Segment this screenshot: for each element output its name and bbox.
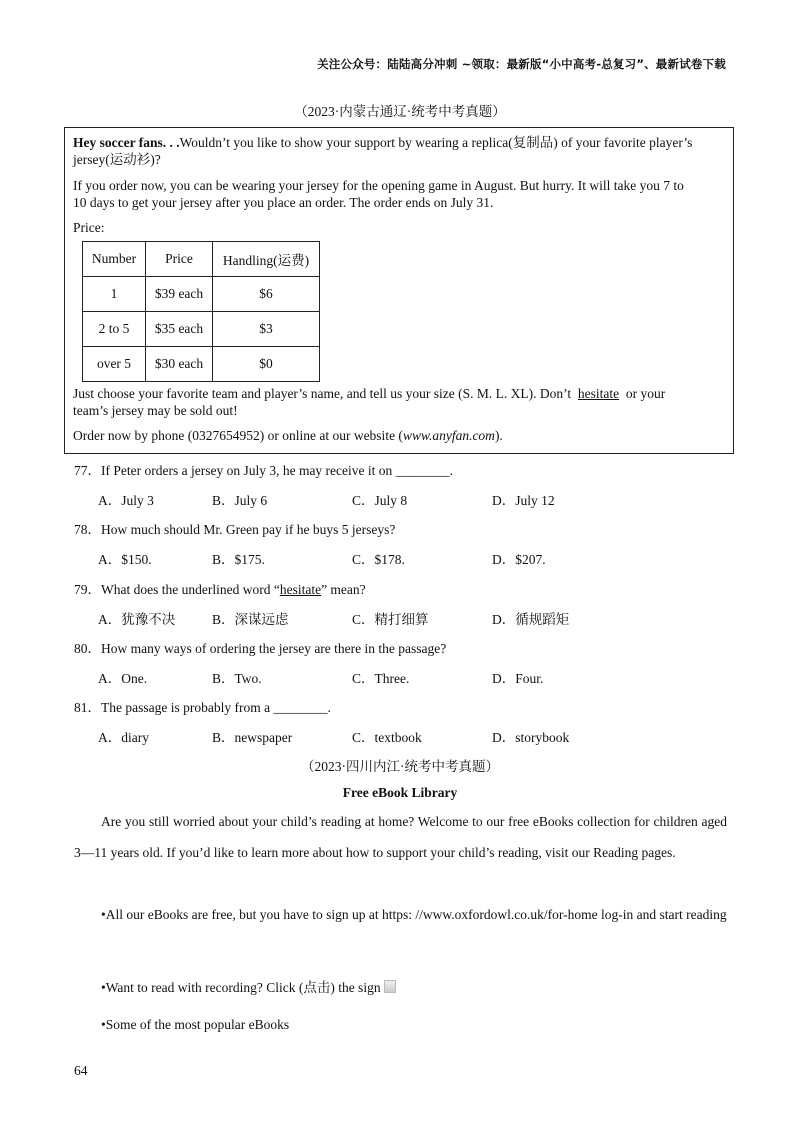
table-row [83,312,320,347]
ad-choose-line1 [73,385,725,402]
header-handling: Handling(运费) [213,242,320,277]
option-b[interactable]: B．$175. [212,552,265,567]
table-row [83,347,320,382]
ad-intro-bold: Hey soccer fans. . . [73,135,180,150]
table-cell: 2 to 5 [83,312,146,347]
option-b[interactable]: B．newspaper [212,730,293,745]
option-c[interactable]: C．Three. [352,671,410,686]
option-a[interactable]: A．One. [98,671,148,686]
question-77: 77．If Peter orders a jersey on July 3, he may receive it on ________. [74,463,454,478]
option-a[interactable]: A．July 3 [98,493,154,508]
option-b[interactable]: B．Two. [212,671,262,686]
table-cell: $3 [213,312,320,347]
option-b[interactable]: B．深谋远虑 [212,612,289,627]
ad-order-line2: 10 days to get your jersey after you place an order. The order ends on July 31. [73,195,494,210]
question-78: 78．How much should Mr. Green pay if he buys 5 jerseys? [74,522,396,537]
table-cell: over 5 [83,347,146,382]
option-d[interactable]: D．$207. [492,552,546,567]
table-cell: $35 each [146,312,213,347]
recording-sign-icon[interactable] [384,980,396,993]
header-number: Number [83,242,146,277]
source-2: （2023·四川内江·统考中考真题） [301,759,499,774]
ad-intro [73,134,725,151]
price-label: Price: [73,220,105,235]
option-c[interactable]: C．July 8 [352,493,408,508]
table-cell: $0 [213,347,320,382]
bullet-recording-text: •Want to read with recording? Click (点击) the sign [101,980,381,995]
underlined-word: hesitate [279,582,322,597]
bullet-signup: •All our eBooks are free, but you have to sign up at https: //www.oxfordowl.co.uk/for-home log-in and start reading [101,907,727,922]
option-d[interactable]: D．storybook [492,730,570,745]
table-cell: $39 each [146,277,213,312]
question-79 [74,578,366,598]
option-d[interactable]: D．循规蹈矩 [492,612,570,627]
option-d[interactable]: D．Four. [492,671,544,686]
library-title: Free eBook Library [342,785,458,800]
question-79-pre: 79．What does the underlined word “ [74,582,280,597]
table-cell: $6 [213,277,320,312]
option-b[interactable]: B．July 6 [212,493,268,508]
question-81: 81．The passage is probably from a ________. [74,700,331,715]
ad-choose-line2: team’s jersey may be sold out! [73,403,238,418]
ad-order-now [73,427,725,444]
page-number: 64 [74,1063,88,1078]
option-c[interactable]: C．textbook [352,730,422,745]
option-c[interactable]: C．精打细算 [352,612,429,627]
bullet-popular: •Some of the most popular eBooks [101,1017,290,1032]
question-79-post: ” mean? [321,582,366,597]
header-price: Price [146,242,213,277]
ad-order-line1: If you order now, you can be wearing your jersey for the opening game in August. But hurry. It will take you 7 to [73,178,684,193]
option-a[interactable]: A．犹豫不决 [98,612,176,627]
underlined-word: hesitate [577,386,620,401]
table-cell: $30 each [146,347,213,382]
ad-choose-pre: Just choose your favorite team and player’s name, and tell us your size (S. M. L. XL). Don’t [73,386,572,401]
ad-choose-post: or your [625,386,666,401]
bullet-recording [101,976,396,996]
table-cell: 1 [83,277,146,312]
order-now-pre: Order now by phone (0327654952) or online at our website ( [73,428,403,443]
library-paragraph: Are you still worried about your child’s reading at home? Welcome to our free eBooks collection for children aged 3—11 years old. If you’d like to learn more about how to support your child’s reading, visit our Reading pages. [74,814,727,860]
page-header: 关注公众号：陆陆高分冲刺 ~领取：最新版“小中高考-总复习”、最新试卷下载 [317,57,726,71]
ad-intro-line2: jersey(运动衫)? [73,152,161,167]
question-80: 80．How many ways of ordering the jersey are there in the passage? [74,641,447,656]
source-1: （2023·内蒙古通辽·统考中考真题） [294,104,506,119]
option-a[interactable]: A．diary [98,730,149,745]
ad-intro-rest: Wouldn’t you like to show your support by wearing a replica(复制品) of your favorite player’s [179,135,693,150]
advertisement-box [64,127,734,454]
order-now-post: ). [494,428,503,443]
price-table [82,241,320,382]
option-c[interactable]: C．$178. [352,552,405,567]
table-header-row [83,242,320,277]
option-d[interactable]: D．July 12 [492,493,555,508]
option-a[interactable]: A．$150. [98,552,152,567]
website-link[interactable]: www.anyfan.com [402,428,495,443]
table-row [83,277,320,312]
